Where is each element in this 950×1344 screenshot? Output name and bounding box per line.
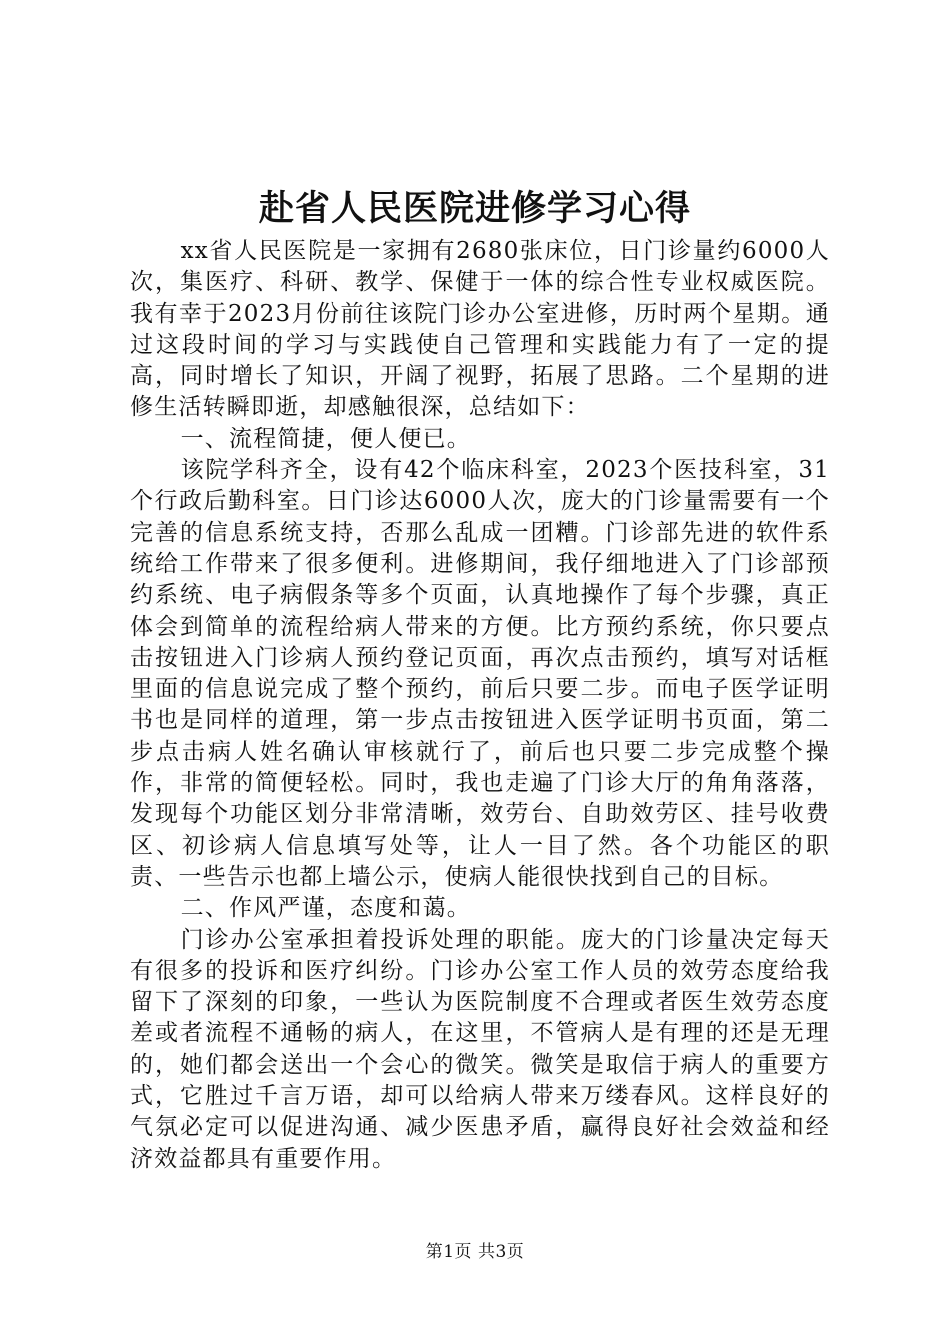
paragraph-section-2: 门诊办公室承担着投诉处理的职能。庞大的门诊量决定每天有很多的投诉和医疗纠纷。门诊办公室工作人员的效劳态度给我留下了深刻的印象，一些认为医院制度不合理或者医生效劳态度差或者流程不通畅的病人，在这里，不管病人是有理的还是无理的，她们都会送出一个会心的微笑。微笑是取信于病人的重要方式，它胜过千言万语，却可以给病人带来万缕春风。这样良好的气氛必定可以促进沟通、减少医患矛盾，赢得良好社会效益和经济效益都具有重要作用。 bbox=[130, 926, 830, 1172]
document-body bbox=[130, 236, 830, 1175]
section-heading-2: 二、作风严谨，态度和蔼。 bbox=[180, 895, 471, 922]
document-title: 赴省人民医院进修学习心得 bbox=[258, 188, 691, 229]
paragraph-section-1: 该院学科齐全，设有42个临床科室，2023个医技科室，31个行政后勤科室。日门诊达6000人次，庞大的门诊量需要有一个完善的信息系统支持，否那么乱成一团糟。门诊部先进的软件系统给工作带来了很多便利。进修期间，我仔细地进入了门诊部预约系统、电子病假条等多个页面，认真地操作了每个步骤，真正体会到简单的流程给病人带来的方便。比方预约系统，你只要点击按钮进入门诊病人预约登记页面，再次点击预约，填写对话框里面的信息说完成了整个预约，前后只要二步。而电子医学证明书也是同样的道理，第一步点击按钮进入医学证明书页面，第二步点击病人姓名确认审核就行了，前后也只要二步完成整个操作，非常的简便轻松。同时，我也走遍了门诊大厅的角角落落，发现每个功能区划分非常清晰，效劳台、自助效劳区、挂号收费区、初诊病人信息填写处等，让人一目了然。各个功能区的职责、一些告示也都上墙公示，使病人能很快找到自己的目标。 bbox=[130, 457, 830, 890]
paragraph-intro: xx省人民医院是一家拥有2680张床位，日门诊量约6000人次，集医疗、科研、教学、保健于一体的综合性专业权威医院。我有幸于2023月份前往该院门诊办公室进修，历时两个星期。通过这段时间的学习与实践使自己管理和实践能力有了一定的提高，同时增长了知识，开阔了视野，拓展了思路。二个星期的进修生活转瞬即逝，却感触很深，总结如下： bbox=[130, 238, 830, 421]
section-heading-1: 一、流程简捷，便人便已。 bbox=[180, 425, 471, 452]
page-footer: 第1页 共3页 bbox=[425, 1242, 525, 1262]
